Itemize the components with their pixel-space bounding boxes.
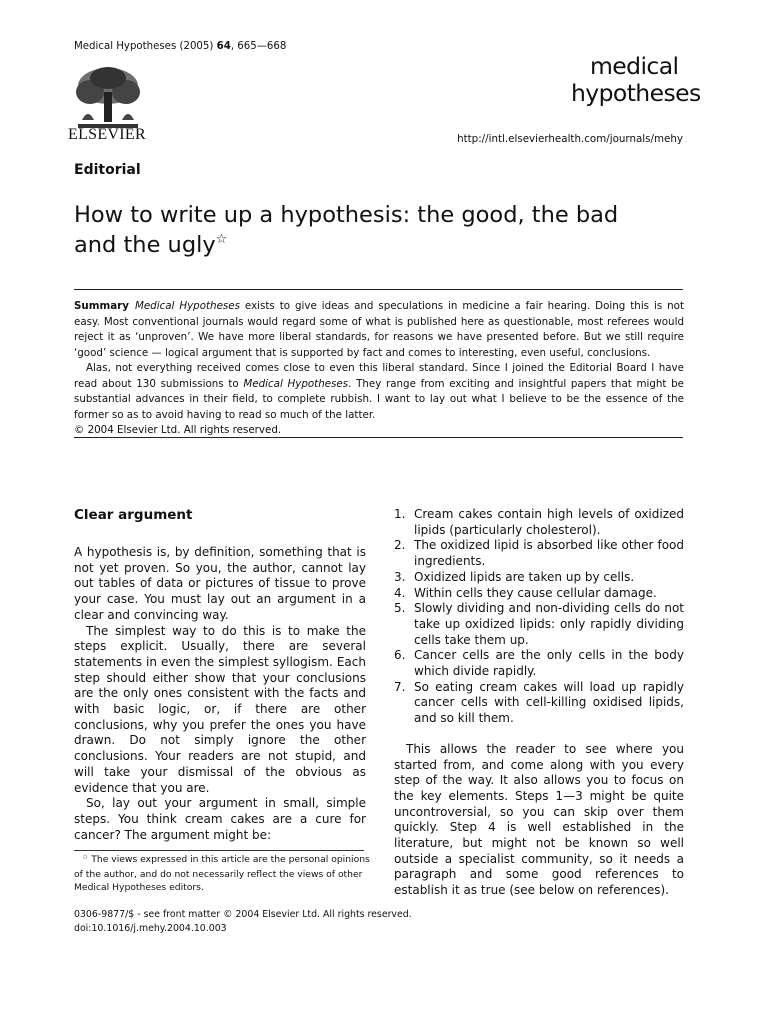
footnote [74, 853, 370, 895]
list-item [394, 538, 684, 569]
front-matter-info [74, 908, 412, 936]
right-column [394, 507, 684, 899]
footnote-text: The views expressed in this article are the personal opinions of the author, and do not necessarily reflect the views of other Medical Hypotheses editors. [74, 854, 370, 893]
list-item [394, 648, 684, 679]
section-heading: Clear argument [74, 507, 193, 523]
footnote-divider [74, 850, 364, 851]
summary-paragraph-2a: Alas, not everything received comes close to even this liberal standard. Since I joined the Editorial Board I have read about 130 submissions to [74, 362, 684, 390]
divider-bottom [74, 437, 683, 438]
publisher-name: ELSEVIER [68, 126, 146, 143]
step-text: Slowly dividing and non-dividing cells do not take up oxidized lipids: only rapidly dividing cells take them up. [414, 601, 684, 647]
list-item [394, 586, 684, 602]
footnote-star-icon: ☆ [82, 853, 89, 861]
paragraph: So, lay out your argument in small, simple steps. You think cream cakes are a cure for cancer? The argument might be: [74, 796, 366, 842]
summary-label: Summary [74, 300, 129, 312]
section-label: Editorial [74, 162, 141, 178]
left-column [74, 507, 366, 843]
paragraph: The simplest way to do this is to make the steps explicit. Usually, there are several statements in even the simplest syllogism. Each step should either show that your conclusions are the only ones consistent with the facts and with basic logic, or, if there are other conclusions, why you prefer the ones you have drawn. Do not simply ignore the other conclusions. Your readers are not stupid, and will take your dismissal of the obvious as evidence that you are. [74, 623, 366, 795]
summary-paragraph-2b: . They range from exciting and insightful papers that might be substantial advances in their field, to complete rubbish. I want to lay out what I believe to be the essence of the former so as to avoid having to read so much of the latter. [74, 377, 685, 421]
journal-ref-prefix: Medical Hypotheses (2005) [74, 41, 217, 52]
list-item [394, 680, 684, 727]
step-number: 2. [394, 538, 406, 553]
list-item [394, 570, 684, 586]
journal-url-link[interactable]: http://intl.elsevierhealth.com/journals/mehy [457, 133, 683, 145]
step-number: 4. [394, 585, 406, 600]
step-text: Within cells they cause cellular damage. [414, 585, 657, 600]
star-footnote-icon[interactable]: ☆ [215, 232, 228, 247]
step-number: 7. [394, 679, 406, 694]
summary-journal-name: Medical Hypotheses [134, 300, 240, 312]
summary-paragraph-1: exists to give ideas and speculations in medicine a fair hearing. Doing this is not easy. Most conventional journals would regard some of what is published here as questionable, most referees would reject it as ‘unproven’. We have more liberal standards, for reasons we have presented before. But we still require ‘good’ science — logical argument that is supported by fact and comes to interesting, even useful, conclusions. [74, 300, 684, 359]
argument-steps-list [394, 507, 684, 727]
journal-pages: , 665—668 [230, 41, 287, 52]
step-number: 1. [394, 507, 406, 521]
step-number: 6. [394, 648, 406, 663]
journal-brand-line1: medical [590, 52, 679, 80]
step-number: 3. [394, 569, 406, 584]
title-line1: How to write up a hypothesis: the good, the bad [74, 202, 619, 228]
summary-journal-name-2: Medical Hypotheses [243, 377, 349, 390]
divider-top [74, 289, 683, 290]
journal-citation [74, 41, 286, 52]
step-text: Cream cakes contain high levels of oxidized lipids (particularly cholesterol). [414, 507, 684, 537]
step-text: Oxidized lipids are taken up by cells. [414, 569, 635, 584]
journal-volume: 64 [216, 41, 231, 52]
step-text: So eating cream cakes will load up rapidly cancer cells with cell-killing oxidised lipids, and so kill them. [414, 679, 684, 726]
article-title [74, 200, 694, 264]
step-number: 5. [394, 601, 406, 616]
paragraph: This allows the reader to see where you started from, and come along with you every step of the way. It also allows you to focus on the key elements. Steps 1—3 might be quite uncontroversial, so you can skip over them quickly. Step 4 is well established in the literature, but might not be known so well outside a specialist community, so it needs a paragraph and some good references to establish it as true (see below on references). [394, 741, 684, 898]
journal-brand-line2: hypotheses [571, 79, 701, 107]
list-item [394, 507, 684, 538]
abstract-summary [74, 299, 684, 439]
issn-line: 0306-9877/$ - see front matter © 2004 Elsevier Ltd. All rights reserved. [74, 909, 412, 920]
step-text: Cancer cells are the only cells in the body which divide rapidly. [414, 648, 684, 679]
doi-link[interactable]: doi:10.1016/j.mehy.2004.10.003 [74, 923, 227, 934]
summary-copyright: © 2004 Elsevier Ltd. All rights reserved. [74, 424, 282, 436]
title-line2: and the ugly [74, 232, 216, 258]
paragraph: A hypothesis is, by definition, something that is not yet proven. So you, the author, cannot lay out tables of data or pictures of tissue to prove your case. You must lay out an argument in a clear and convincing way. [74, 545, 366, 622]
step-text: The oxidized lipid is absorbed like other food ingredients. [414, 538, 684, 569]
list-item [394, 601, 684, 648]
